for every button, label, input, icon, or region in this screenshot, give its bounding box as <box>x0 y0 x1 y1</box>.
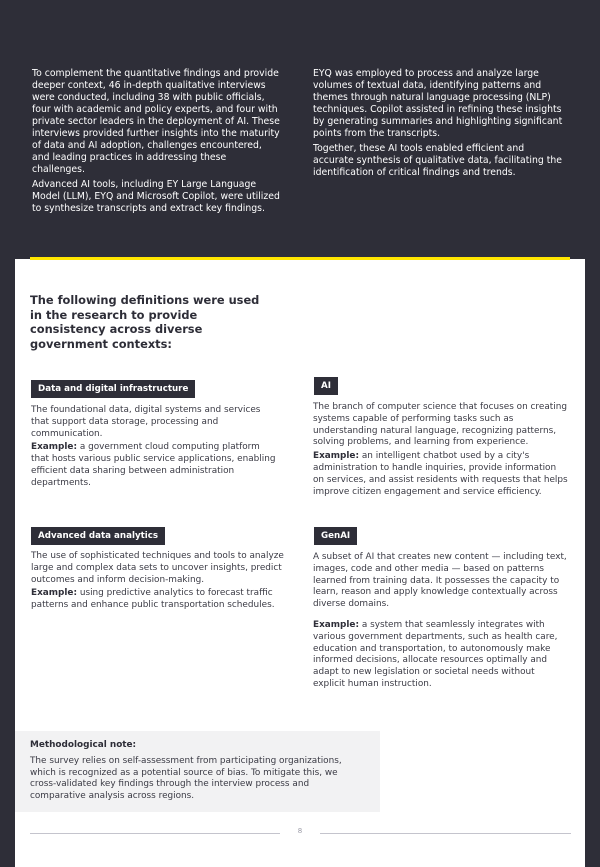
definition-text: The use of sophisticated techniques and tools to analyze large and complex data sets to uncover insights, predict outcomes and inform decision-making. <box>31 551 284 585</box>
example-label: Example: <box>313 451 359 462</box>
definition-text: The foundational data, digital systems and services that support data storage, processing and communication. <box>31 405 261 439</box>
example-text: an intelligent chatbot used by a city's administration to handle inquiries, provide information on services, and assist residents with requests that helps improve citizen engagement and service efficiency. <box>313 451 568 497</box>
example-text: using predictive analytics to forecast traffic patterns and enhance public transportation schedules. <box>31 588 275 611</box>
accent-rule <box>30 257 570 260</box>
methodological-note <box>15 731 380 812</box>
example-text: a government cloud computing platform that hosts various public service applications, enabling efficient data sharing between administration departments. <box>31 442 276 488</box>
note-title: Methodological note: <box>30 740 137 750</box>
intro-paragraph: EYQ was employed to process and analyze large volumes of textual data, identifying patterns and themes through natural language processing (NLP) techniques. Copilot assisted in refining these insights by generating summaries and highlighting significant points from the transcripts. <box>313 68 563 139</box>
example-label: Example: <box>31 588 77 599</box>
term-tag-data-infrastructure: Data and digital infrastructure <box>31 380 195 398</box>
definition-ai <box>313 402 569 500</box>
example-label: Example: <box>313 619 359 630</box>
intro-left-column <box>32 68 282 218</box>
definitions-heading: The following definitions were used in the research to provide consistency across diverse government contexts: <box>30 293 260 351</box>
intro-paragraph: To complement the quantitative findings and provide deeper context, 46 in-depth qualitative interviews were conducted, including 38 with public officials, four with academic and policy experts, and four with private sector leaders in the deployment of AI. These interviews provided further insights into the maturity of data and AI adoption, challenges encountered, and leading practices in addressing these challenges. <box>32 68 280 175</box>
term-tag-ai: AI <box>314 377 338 395</box>
definition-advanced-analytics <box>31 551 287 614</box>
definition-text: The branch of computer science that focuses on creating systems capable of performing tasks such as understanding natural language, recognizing patterns, solving problems, and learning from experience. <box>313 402 567 448</box>
note-body: The survey relies on self-assessment from participating organizations, which is recognized as a potential source of bias. To mitigate this, we cross-validated key findings through the interview process and comparative analysis across regions. <box>30 755 342 802</box>
definition-text: A subset of AI that creates new content — including text, images, code and other media — based on patterns learned from training data. It possesses the capacity to learn, reason and apply knowledge contextually across diverse domains. <box>313 552 567 610</box>
page-number: 8 <box>297 827 303 835</box>
definition-genai <box>313 552 569 693</box>
intro-paragraph: Advanced AI tools, including EY Large Language Model (LLM), EYQ and Microsoft Copilot, were utilized to synthesize transcripts and extract key findings. <box>32 179 280 214</box>
definition-example <box>313 620 569 691</box>
definition-data-infrastructure <box>31 405 276 492</box>
definition-example <box>31 588 287 612</box>
intro-right-column <box>313 68 563 182</box>
term-tag-genai: GenAI <box>314 527 357 545</box>
definition-example <box>313 451 569 498</box>
term-tag-advanced-analytics: Advanced data analytics <box>31 527 165 545</box>
footer-rule-right <box>320 833 571 834</box>
example-label: Example: <box>31 442 77 453</box>
example-text: a system that seamlessly integrates with various government departments, such as health care, education and transportation, to autonomously make informed decisions, allocate resources optimally and adapt to new legislation or societal needs without explicit human instruction. <box>313 619 558 689</box>
footer-rule-left <box>30 833 280 834</box>
definition-example <box>31 442 276 489</box>
intro-paragraph: Together, these AI tools enabled efficient and accurate synthesis of qualitative data, facilitating the identification of critical findings and trends. <box>313 143 562 178</box>
